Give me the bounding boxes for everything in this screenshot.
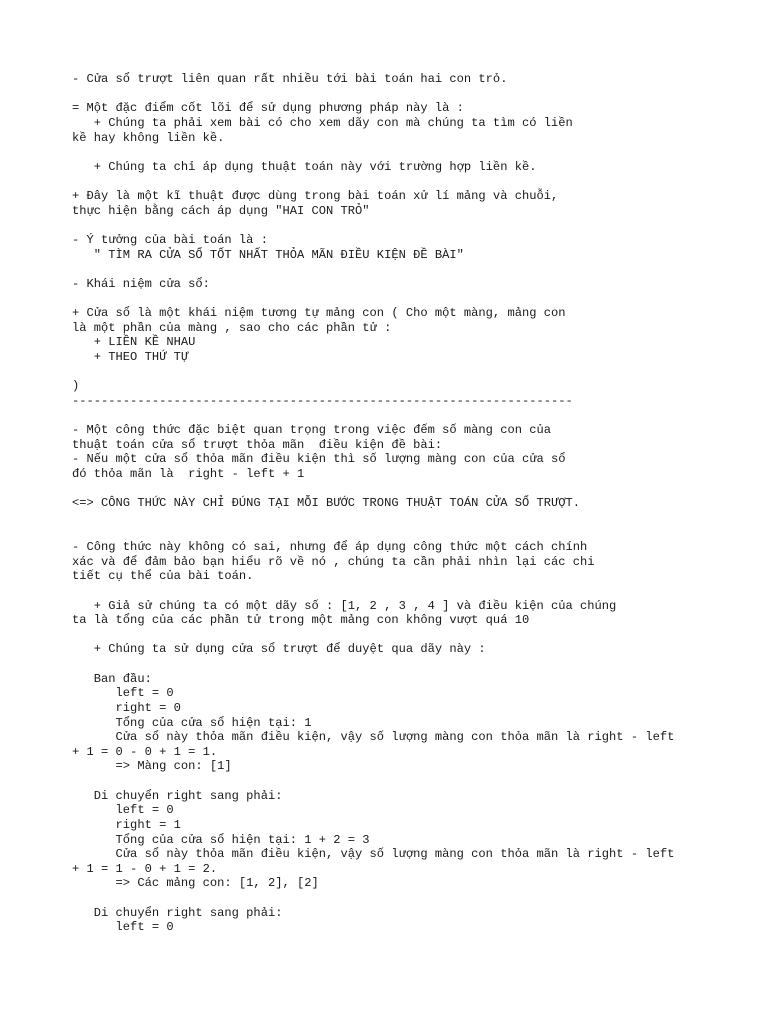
document-line: + Đây là một kĩ thuật được dùng trong bài toán xử lí mảng và chuỗi,: [72, 189, 559, 203]
document-line: => Màng con: [1]: [72, 759, 232, 774]
document-line: [72, 218, 732, 233]
document-line: right = 1: [72, 817, 181, 832]
document-line: ): [72, 379, 80, 394]
document-line: [72, 87, 732, 102]
document-line: thực hiện bằng cách áp dụng "HAI CON TRỎ": [72, 203, 370, 218]
document-line: tiết cụ thể của bài toán.: [72, 569, 254, 584]
document-line: + Chúng ta sử dụng cửa sổ trượt để duyệt qua dãy này :: [72, 642, 486, 657]
document-line: - Một công thức đặc biệt quan trọng trong việc đếm số màng con của: [72, 423, 551, 437]
document-line: [72, 525, 732, 540]
document-line: - Cửa sổ trượt liên quan rất nhiều tới bài toán hai con trỏ.: [72, 72, 508, 86]
document-line: - Ý tưởng của bài toán là :: [72, 232, 268, 247]
document-line: [72, 774, 732, 789]
document-line: Di chuyển right sang phải:: [72, 788, 283, 803]
document-line: là một phần của màng , sao cho các phần tử :: [72, 320, 392, 335]
document-line: - Khái niệm cửa sổ:: [72, 276, 210, 291]
document-line: [72, 511, 732, 526]
document-line: Tổng của cửa sổ hiện tại: 1: [72, 715, 312, 730]
document-line: [72, 482, 732, 497]
document-line: + Chúng ta phải xem bài có cho xem dãy con mà chúng ta tìm có liền: [72, 115, 573, 130]
document-line: [72, 657, 732, 672]
document-line: Tổng của cửa sổ hiện tại: 1 + 2 = 3: [72, 832, 370, 847]
document-line: [72, 174, 732, 189]
document-line: => Các mảng con: [1, 2], [2]: [72, 876, 319, 891]
document-line: [72, 408, 732, 423]
document-line: + THEO THỨ TỰ: [72, 349, 189, 364]
document-line: Di chuyển right sang phải:: [72, 905, 283, 920]
document-line: [72, 262, 732, 277]
document-line: + Giả sử chúng ta có một dãy số : [1, 2 , 3 , 4 ] và điều kiện của chúng: [72, 598, 617, 613]
document-line: [72, 584, 732, 599]
document-line: [72, 145, 732, 160]
document-line: Ban đầu:: [72, 671, 152, 686]
document-line: Cửa sổ này thỏa mãn điều kiện, vậy số lượng màng con thỏa mãn là right - left: [72, 730, 675, 745]
document-line: left = 0: [72, 803, 174, 818]
document-line: + LIỀN KỀ NHAU: [72, 335, 196, 350]
document-line: thuật toán cửa sổ trượt thỏa mãn điều kiện đề bài:: [72, 437, 443, 452]
document-line: left = 0: [72, 920, 174, 935]
document-line: + Cửa sổ là một khái niệm tương tự mảng con ( Cho một màng, mảng con: [72, 306, 566, 320]
document-line: [72, 365, 732, 380]
document-line: Cửa sổ này thỏa mãn điều kiện, vậy số lượng màng con thỏa mãn là right - left: [72, 847, 675, 862]
document-line: + Chúng ta chỉ áp dụng thuật toán này với trường hợp liền kề.: [72, 159, 537, 174]
document-line: = Một đặc điểm cốt lõi để sử dụng phương pháp này là :: [72, 101, 464, 116]
document-line: [72, 628, 732, 643]
document-line: ---------------------------------------------------------------------: [72, 393, 573, 408]
document-line: <=> CÔNG THỨC NÀY CHỈ ĐÚNG TẠI MỖI BƯỚC TRONG THUẬT TOÁN CỬA SỔ TRƯỢT.: [72, 496, 581, 511]
document-line: kề hay không liền kề.: [72, 130, 225, 145]
document-line: đó thỏa mãn là right - left + 1: [72, 466, 305, 481]
document-line: right = 0: [72, 700, 181, 715]
document-line: [72, 291, 732, 306]
document-line: - Nếu một cửa sổ thỏa mãn điều kiện thì số lượng màng con của cửa sổ: [72, 452, 566, 467]
document-line: + 1 = 1 - 0 + 1 = 2.: [72, 861, 218, 876]
document-line: xác và để đảm bảo bạn hiểu rõ về nó , chúng ta cần phải nhìn lại các chi: [72, 554, 595, 569]
document-line: + 1 = 0 - 0 + 1 = 1.: [72, 744, 218, 759]
document-line: ta là tổng của các phần tử trong một mảng con không vượt quá 10: [72, 613, 530, 628]
document-line: " TÌM RA CỬA SỔ TỐT NHẤT THỎA MÃN ĐIỀU KIỆN ĐỀ BÀI": [72, 247, 464, 262]
document-line: [72, 891, 732, 906]
document-body: [72, 72, 732, 935]
document-line: left = 0: [72, 686, 174, 701]
document-line: - Công thức này không có sai, nhưng để áp dụng công thức một cách chính: [72, 540, 588, 554]
